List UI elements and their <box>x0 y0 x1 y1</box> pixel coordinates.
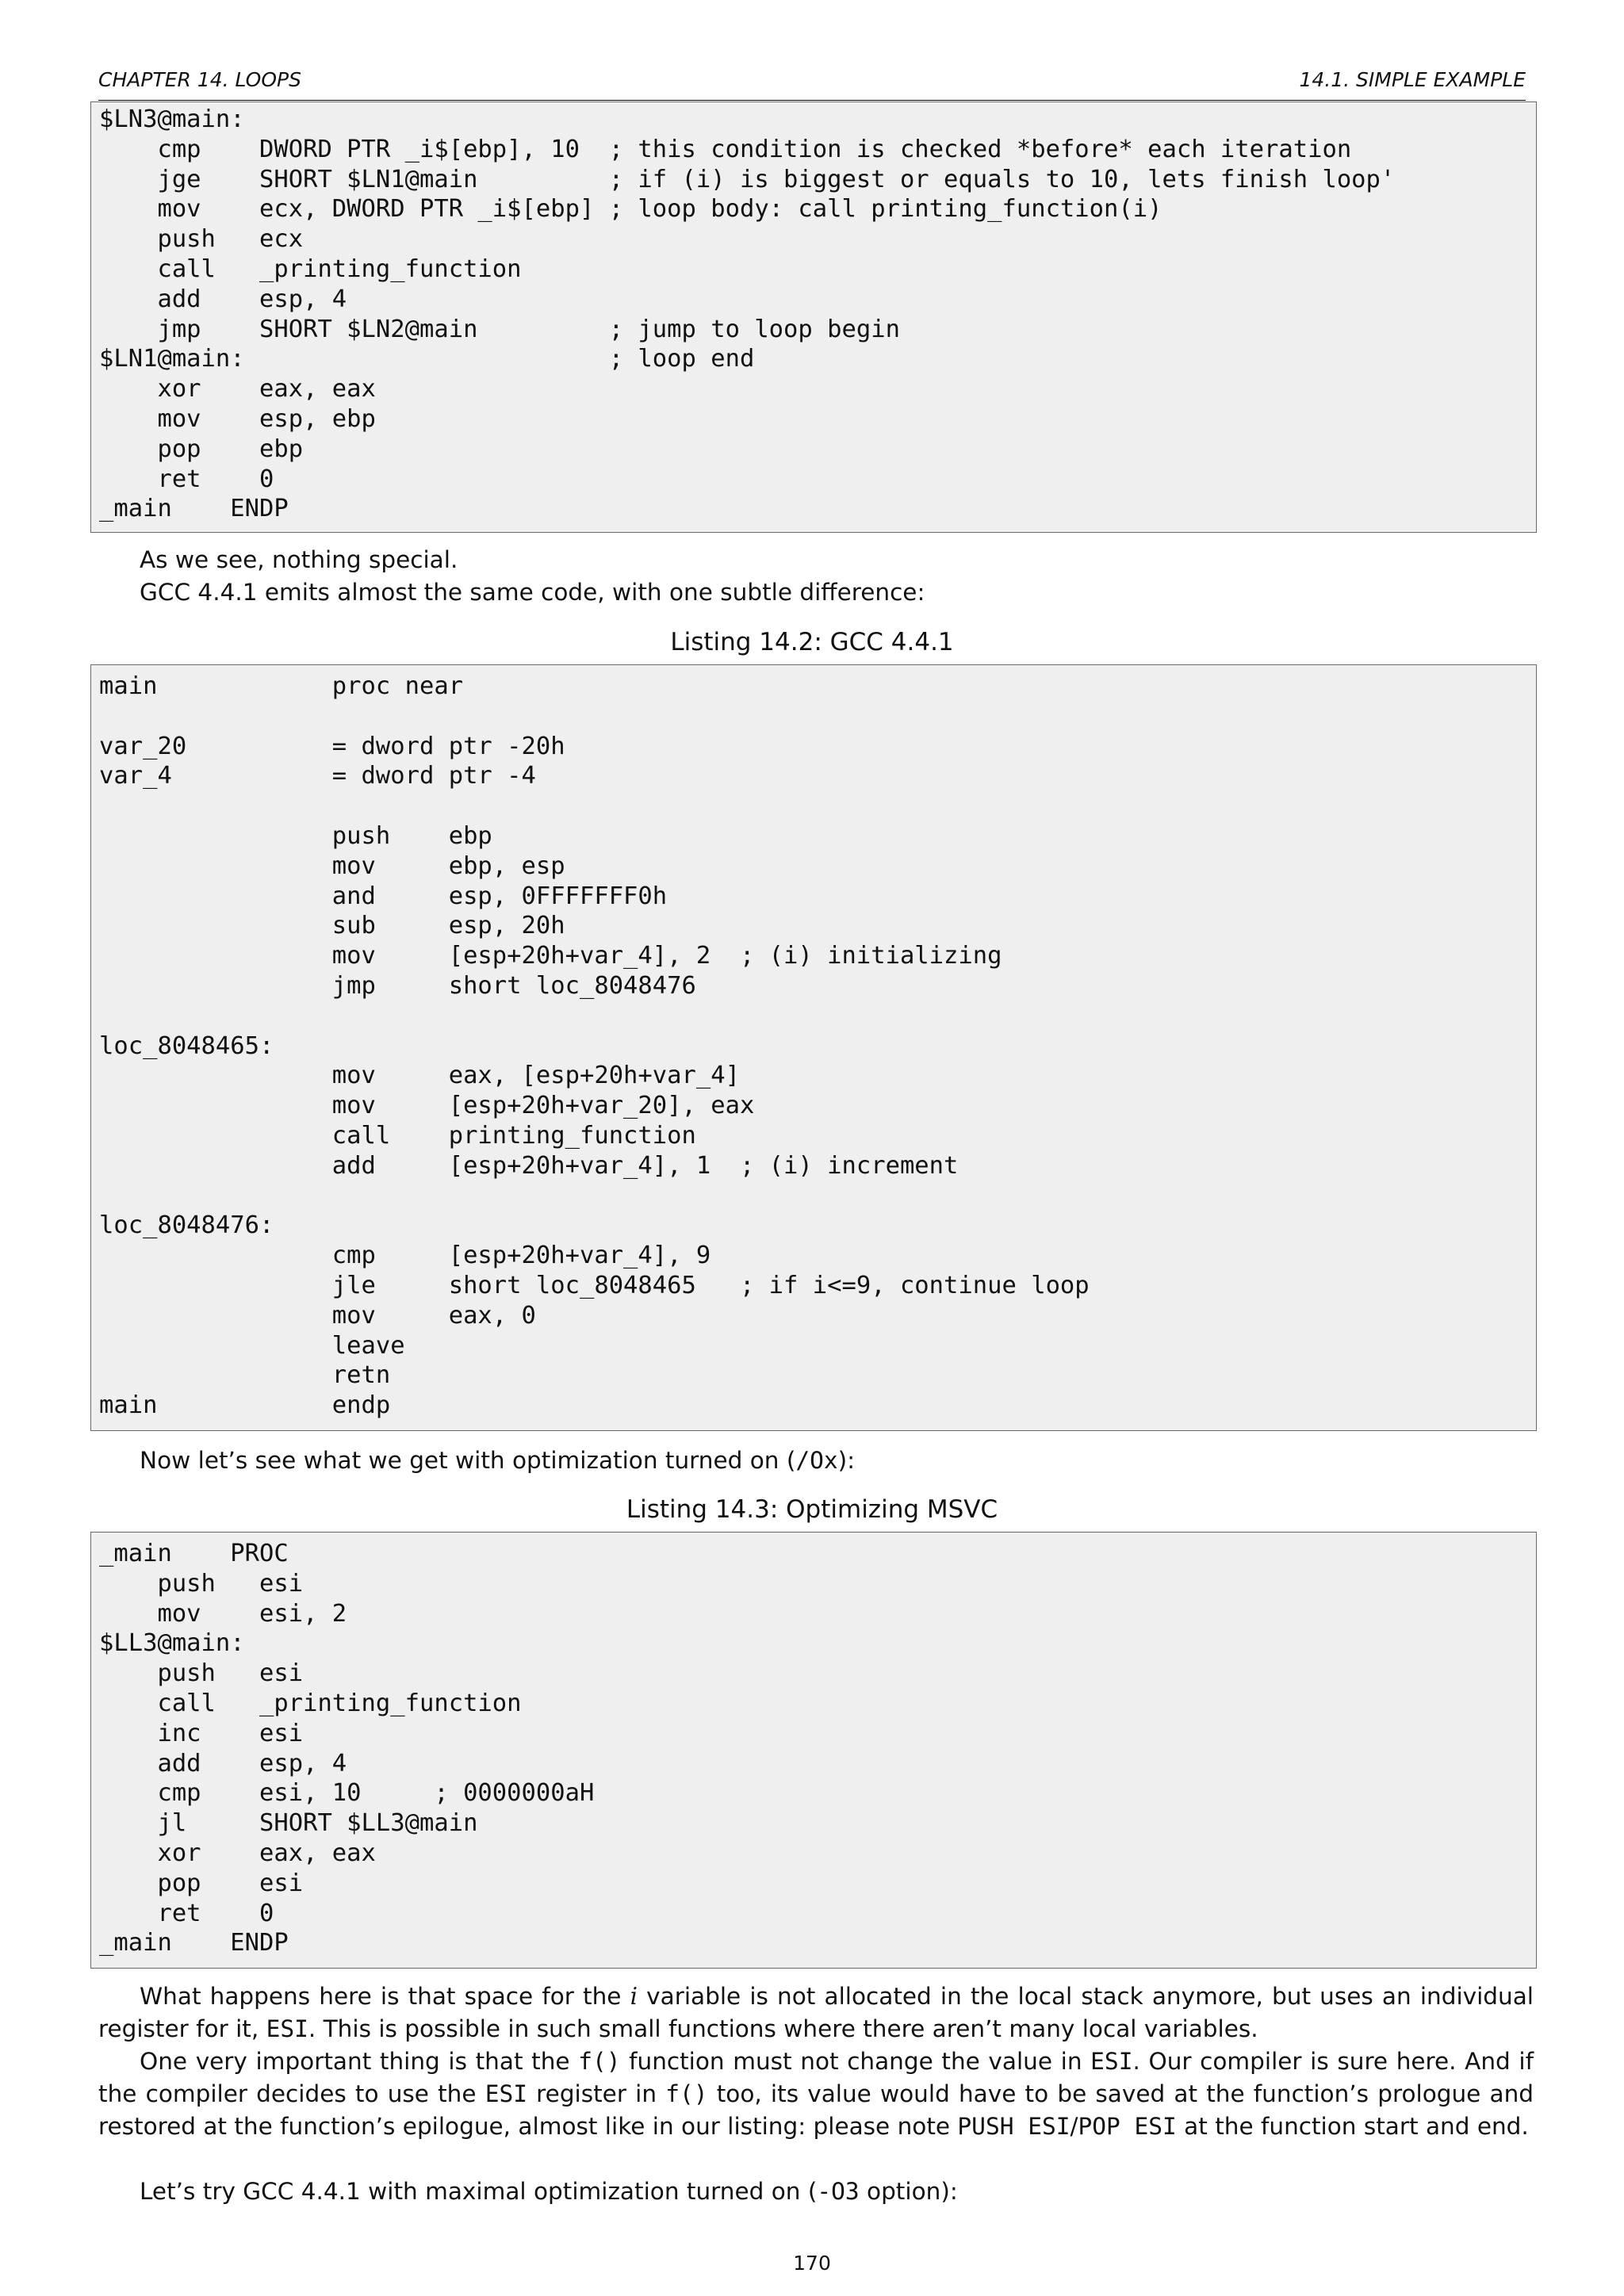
inline-code: POP ESI <box>1078 2113 1177 2140</box>
code-line: pop esi <box>99 1869 304 1897</box>
code-line: var_20 = dword ptr -20h <box>99 732 565 760</box>
code-line: add esp, 4 <box>99 285 347 313</box>
code-line: xor eax, eax <box>99 375 376 404</box>
code-line: sub esp, 20h <box>99 912 565 940</box>
code-line <box>99 702 1528 732</box>
text-segment: ): <box>837 1447 856 1474</box>
code-line: inc esi <box>99 1719 304 1747</box>
code-line: cmp esi, 10 ; 0000000aH <box>99 1779 595 1808</box>
code-listing-gcc <box>90 664 1537 1431</box>
paragraph-optimization <box>98 1445 1534 1477</box>
code-line: mov ecx, DWORD PTR _i$[ebp] ; loop body: call printing_function(i) <box>99 195 1162 224</box>
code-line: $LN3@main: <box>99 105 245 133</box>
code-line: call _printing_function <box>99 254 522 283</box>
paragraph-text: As we see, nothing special. <box>140 546 458 573</box>
inline-code: /Ox <box>795 1447 838 1474</box>
code-line: push esi <box>99 1569 304 1598</box>
code-line: loc_8048465: <box>99 1031 274 1060</box>
code-line: add esp, 4 <box>99 1749 347 1777</box>
code-line: ret 0 <box>99 465 274 493</box>
inline-code: -O3 <box>817 2178 860 2205</box>
inline-code: ESI <box>485 2080 527 2107</box>
text-segment: function must not change the value in <box>620 2048 1091 2075</box>
code-line: and esp, 0FFFFFFF0h <box>99 882 668 910</box>
inline-code: PUSH ESI <box>957 2113 1071 2140</box>
code-line: cmp [esp+20h+var_4], 9 <box>99 1242 711 1270</box>
section-title: 14.1. SIMPLE EXAMPLE <box>1299 68 1526 91</box>
code-line: leave <box>99 1331 405 1360</box>
paragraph-text: GCC 4.4.1 emits almost the same code, with one subtle difference: <box>140 579 925 606</box>
paragraph-gcc-o3 <box>98 2175 1534 2208</box>
inline-code: ESI <box>266 2015 308 2042</box>
text-segment: Let’s try GCC 4.4.1 with maximal optimization turned on ( <box>140 2178 818 2205</box>
code-line <box>99 1001 1528 1031</box>
code-line: jge SHORT $LN1@main ; if (i) is biggest or equals to 10, lets finish loop' <box>99 165 1396 193</box>
code-line <box>99 1181 1528 1211</box>
page-number: 170 <box>793 2252 831 2275</box>
text-segment: . This is possible in such small functions where there aren’t many local variables. <box>308 2015 1258 2042</box>
text-segment: . Our compiler is sure here. And if the compiler decides to use the <box>98 2048 1534 2107</box>
code-line: $LL3@main: <box>99 1629 245 1658</box>
inline-code: ESI <box>1090 2048 1133 2075</box>
code-listing-optimizing-msvc <box>90 1532 1537 1969</box>
text-segment: Now let’s see what we get with optimization turned on ( <box>140 1447 796 1474</box>
code-line: ret 0 <box>99 1899 274 1927</box>
code-line: push ebp <box>99 821 492 850</box>
code-line: _main ENDP <box>99 495 289 523</box>
paragraph-prologue-epilogue <box>98 2045 1534 2143</box>
code-line: pop ebp <box>99 434 304 463</box>
code-line: jmp SHORT $LN2@main ; jump to loop begin <box>99 315 900 343</box>
listing-caption-msvc: Listing 14.3: Optimizing MSVC <box>626 1495 998 1524</box>
code-line: mov ebp, esp <box>99 851 565 880</box>
code-line <box>99 791 1528 821</box>
code-line: jmp short loc_8048476 <box>99 971 696 1000</box>
code-line: push esi <box>99 1659 304 1688</box>
text-segment: One very important thing is that the <box>140 2048 579 2075</box>
code-line: add [esp+20h+var_4], 1 ; (i) increment <box>99 1151 959 1180</box>
code-line: jl SHORT $LL3@main <box>99 1809 478 1838</box>
text-segment: at the function start and end. <box>1176 2113 1529 2140</box>
code-line: main endp <box>99 1391 391 1420</box>
chapter-title: CHAPTER 14. LOOPS <box>98 68 301 91</box>
text-segment: too, its value would have to be saved at the function’s prologue and restored at the function’s epilogue, almost like in our listing: please note <box>98 2080 1534 2140</box>
text-segment: variable is not allocated in the local stack anymore, but uses an individual register for it, <box>98 1983 1534 2042</box>
text-segment: What happens here is that space for the <box>140 1983 630 2010</box>
code-line: mov [esp+20h+var_20], eax <box>99 1092 755 1120</box>
code-line: jle short loc_8048465 ; if i<=9, continue loop <box>99 1271 1090 1299</box>
paragraph-esi-register <box>98 1980 1534 2045</box>
code-listing-msvc-loop <box>90 101 1537 533</box>
math-variable: i <box>630 1983 638 2010</box>
code-line: mov [esp+20h+var_4], 2 ; (i) initializing <box>99 942 1002 970</box>
code-line: mov esi, 2 <box>99 1599 347 1628</box>
code-line: $LN1@main: ; loop end <box>99 345 755 373</box>
code-line: mov eax, [esp+20h+var_4] <box>99 1062 740 1090</box>
paragraph-nothing-special <box>98 544 1534 576</box>
text-segment: option): <box>859 2178 958 2205</box>
text-segment: register in <box>527 2080 666 2107</box>
code-line: loc_8048476: <box>99 1211 274 1240</box>
inline-code: f() <box>578 2048 621 2075</box>
listing-caption-gcc: Listing 14.2: GCC 4.4.1 <box>670 628 954 656</box>
code-line: _main PROC <box>99 1540 289 1567</box>
code-line: cmp DWORD PTR _i$[ebp], 10 ; this condition is checked *before* each iteration <box>99 135 1352 163</box>
code-line: call printing_function <box>99 1121 696 1150</box>
text-segment: / <box>1070 2113 1078 2140</box>
code-line: var_4 = dword ptr -4 <box>99 762 536 790</box>
code-line: _main ENDP <box>99 1929 289 1957</box>
paragraph-gcc-intro <box>98 576 1534 609</box>
code-line: mov esp, ebp <box>99 404 376 433</box>
code-line: retn <box>99 1361 391 1390</box>
code-line: call _printing_function <box>99 1689 522 1717</box>
running-header <box>98 68 1526 101</box>
code-line: push ecx <box>99 225 304 254</box>
code-line: main proc near <box>99 672 464 700</box>
code-line: mov eax, 0 <box>99 1301 536 1330</box>
inline-code: f() <box>665 2080 708 2107</box>
code-line: xor eax, eax <box>99 1839 376 1867</box>
